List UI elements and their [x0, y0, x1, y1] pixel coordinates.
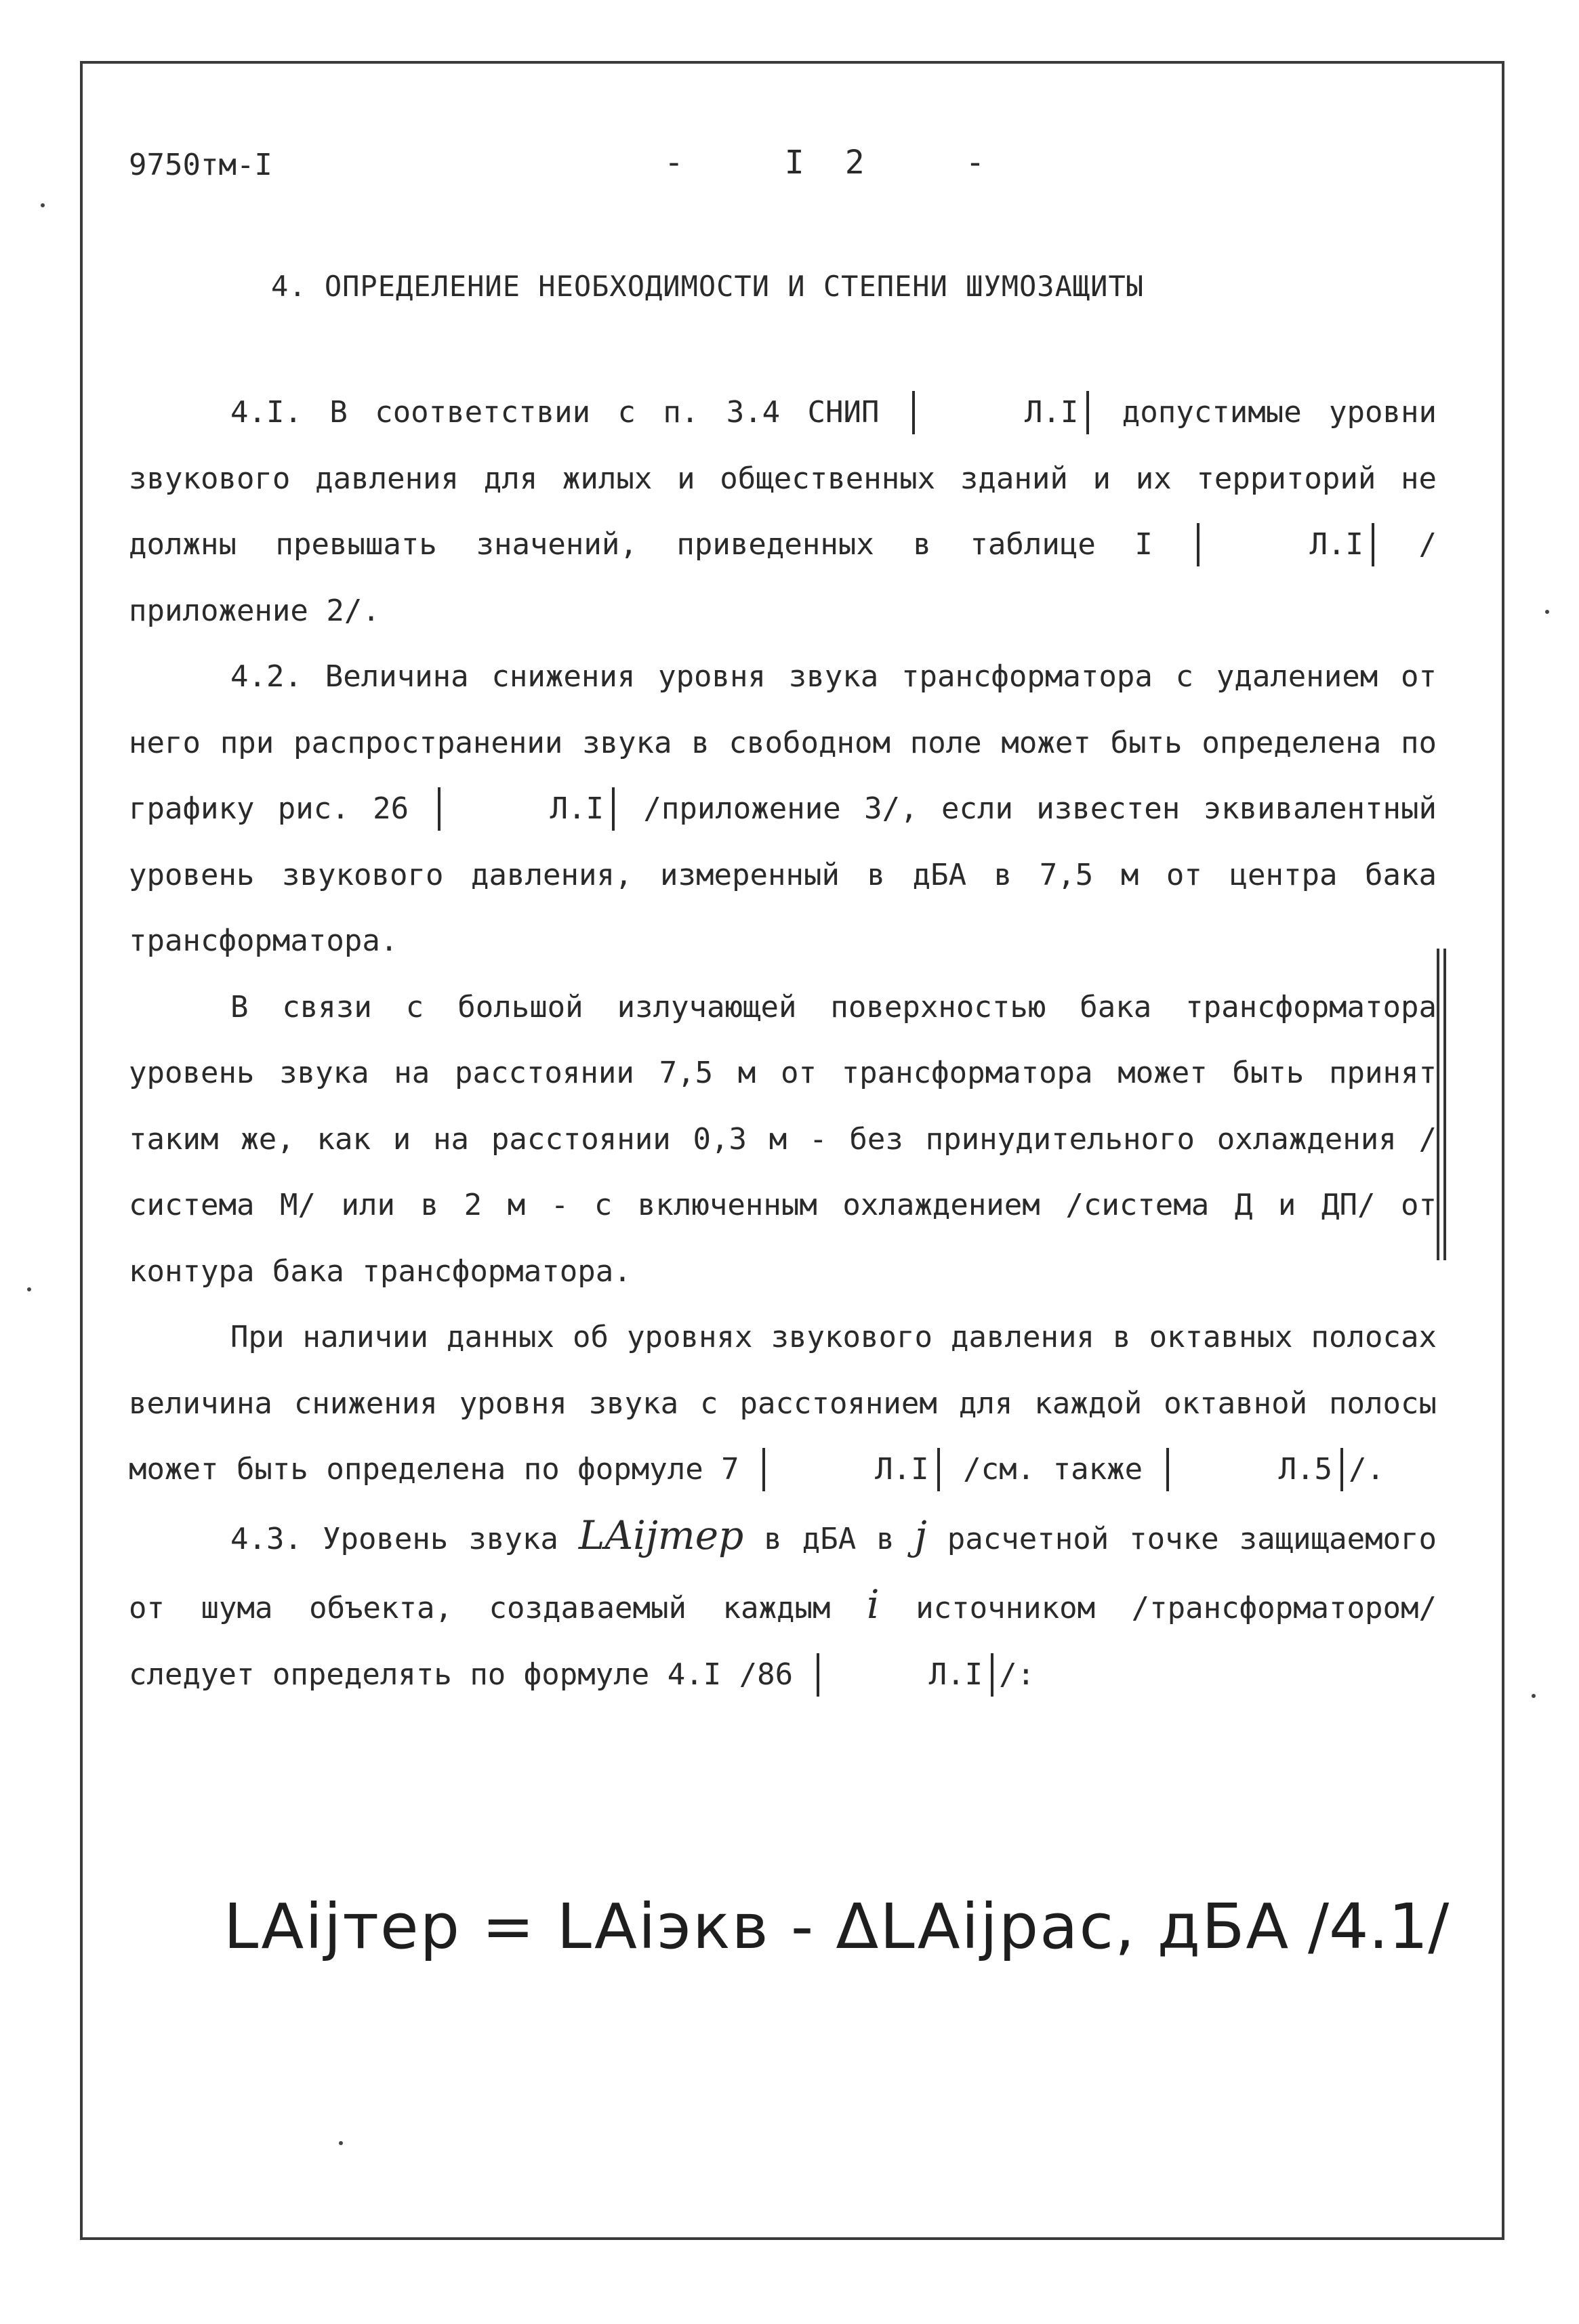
text-run: /приложение 3/, если известен эквивалентный уровень звукового давления, измеренный в дБА в 7,5 м от центра бака трансформатора.	[129, 791, 1437, 958]
text-run: При наличии данных об уровнях звукового давления в октавных полосах величина снижения уровня звука с расстоянием для каждой октавной полосы может быть определена по формуле 7	[129, 1320, 1437, 1487]
text-run: /:	[999, 1657, 1035, 1692]
text-run: /см. также	[963, 1452, 1143, 1487]
scan-speck	[1532, 1694, 1536, 1698]
reference-bracket: Л.I	[817, 1653, 993, 1697]
text-run: 4.2. Величина снижения уровня звука трансформатора с удалением от него при распространении звука в свободном поле может быть определена по графику рис. 26	[129, 659, 1437, 826]
page-number: - I2 -	[664, 144, 1026, 182]
paragraph-4-3	[129, 1503, 1437, 1708]
paragraph-4-2	[129, 644, 1437, 974]
handwritten-formula: LAijтер = LAiэкв - ΔLAijрас, дБА	[224, 1890, 1290, 1963]
scan-speck	[1545, 610, 1549, 614]
text-run: 4.I. В соответствии с п. 3.4 СНИП	[230, 395, 880, 430]
text-run: /приложение 2/.	[129, 527, 1437, 628]
scan-speck	[41, 203, 45, 207]
formula-number: /4.1/	[1308, 1890, 1450, 1963]
text-run: источником /трансформатором/ следует определять по формуле 4.I /86	[129, 1591, 1437, 1692]
margin-mark	[1437, 949, 1446, 1260]
handwritten-symbol: j	[914, 1512, 927, 1558]
scan-speck	[27, 1287, 31, 1291]
reference-bracket: Л.I	[912, 391, 1089, 434]
scan-speck	[339, 2141, 343, 2145]
paragraph-cooling: В связи с большой излучающей поверхностью бака трансформатора уровень звука на расстоянии 7,5 м от трансформатора может быть принят таким же, как и на расстоянии 0,3 м - без принудительного охлаждения /система М/ или в 2 м - с включенным охлаждением /система Д и ДП/ от контура бака трансформатора.	[129, 989, 1437, 1289]
body-text	[129, 379, 1437, 1707]
section-title: 4. ОПРЕДЕЛЕНИЕ НЕОБХОДИМОСТИ И СТЕПЕНИ ШУМОЗАЩИТЫ	[271, 270, 1145, 303]
text-run: допустимые уровни звукового давления для жилых и общественных зданий и их территорий не должны превышать значений, приведенных в таблице I	[129, 395, 1437, 562]
handwritten-symbol: i	[867, 1581, 880, 1627]
paragraph-4-1	[129, 379, 1437, 644]
text-run: 4.3. Уровень звука	[230, 1521, 558, 1556]
handwritten-symbol: LAijтер	[578, 1512, 744, 1558]
reference-bracket: Л.I	[1197, 523, 1374, 566]
document-code: 9750тм-I	[129, 148, 272, 182]
reference-bracket: Л.I	[762, 1448, 939, 1491]
text-run: /.	[1349, 1452, 1385, 1487]
reference-bracket: Л.I	[438, 787, 615, 831]
text-run: в дБА в	[764, 1521, 895, 1556]
reference-bracket: Л.5	[1166, 1448, 1343, 1491]
text-run: расчетной точке защищаемого от шума объекта, создаваемый каждым	[129, 1521, 1437, 1625]
paragraph-octave	[129, 1304, 1437, 1503]
